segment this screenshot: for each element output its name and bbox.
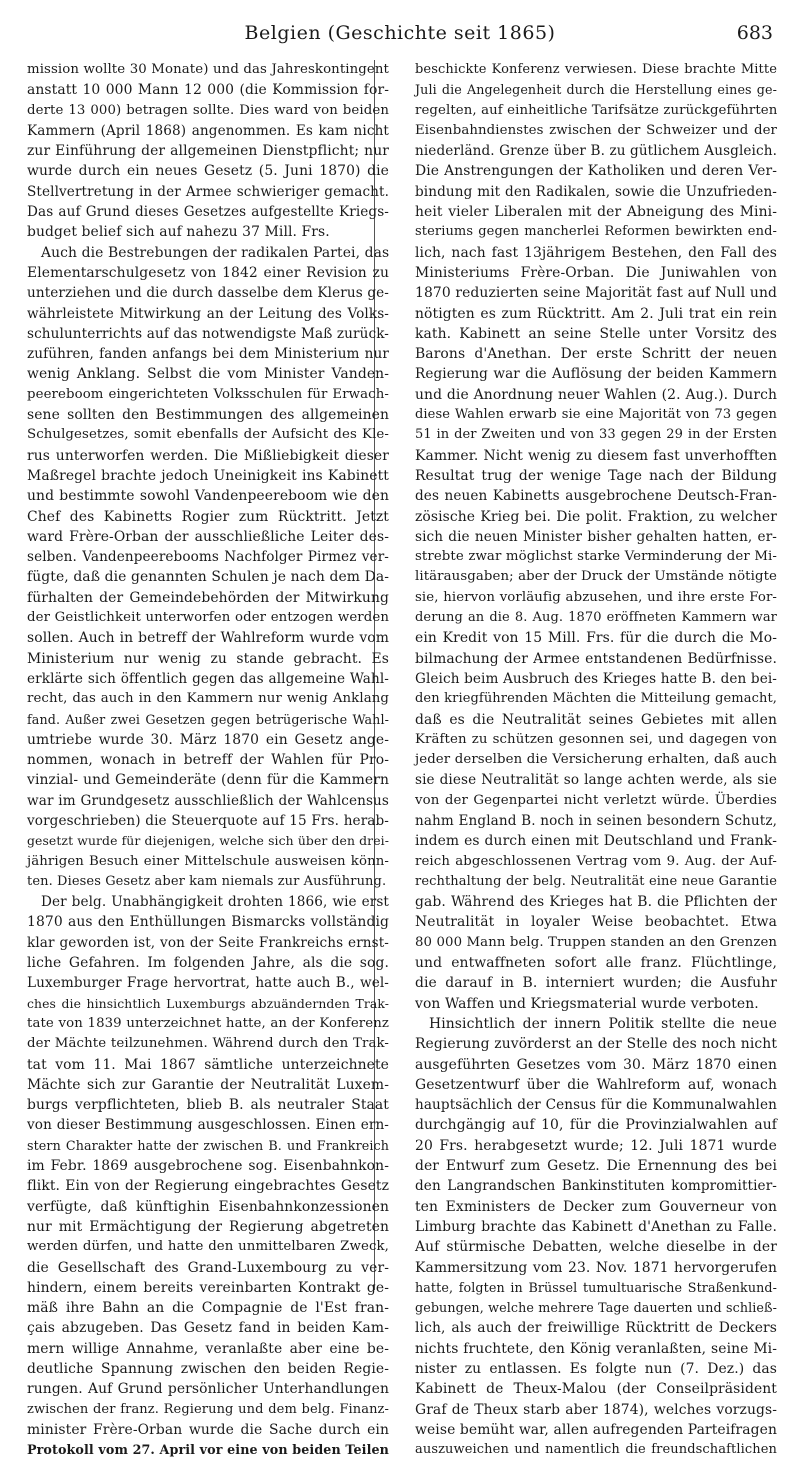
text-line: mern willige Annahme, veranlaßte aber eine be- <box>27 1340 389 1357</box>
text-line: zwischen der franz. Regierung und dem belg. Finanz- <box>27 1401 389 1417</box>
text-line: jährigen Besuch einer Mittelschule ausweisen könn- <box>27 853 389 869</box>
text-line: Luxemburger Frage hervortrat, hatte auch B., wel- <box>27 975 389 992</box>
text-line: erklärte sich öffentlich gegen das allgemeine Wahl- <box>27 670 389 687</box>
text-line: Der belg. Unabhängigkeit drohten 1866, wie erst <box>41 894 389 911</box>
text-line: durchgängig auf 10, für die Provinzialwahlen auf <box>415 1117 777 1134</box>
text-line: wurde durch ein neues Gesetz (5. Juni 1870) die <box>27 163 389 180</box>
text-line: Barons d'Anethan. Der erste Schritt der neuen <box>415 346 777 363</box>
text-line: reich abgeschlossenen Vertrag vom 9. Aug. der Auf- <box>415 853 777 869</box>
text-line: Kräften zu schützen gesonnen sei, und dagegen von <box>415 731 777 747</box>
text-line: fügte, daß die genannten Schulen je nach dem Da- <box>27 569 389 586</box>
text-line: zur Einführung der allgemeinen Dienstpflicht; nur <box>27 143 389 160</box>
text-line: çais abzugeben. Das Gesetz fand in beiden Kam- <box>27 1320 389 1337</box>
text-line: derte 13 000) betragen sollte. Dies ward von beiden <box>27 102 389 118</box>
text-line: mission wollte 30 Monate) und das Jahreskontingent <box>27 62 389 77</box>
text-line: recht, das auch in den Kammern nur wenig Anklang <box>27 691 389 707</box>
text-line: Stellvertretung in der Armee schwieriger gemacht. <box>27 183 389 200</box>
text-line: nur mit Ermächtigung der Regierung abgetreten <box>27 1218 389 1235</box>
text-line: Kammersitzung vom 23. Nov. 1871 hervorgerufen <box>415 1259 777 1276</box>
text-line: selben. Vandenpeerebooms Nachfolger Pirmez ver- <box>27 549 389 566</box>
text-line: Kammern (April 1868) angenommen. Es kam nicht <box>27 122 389 139</box>
text-line: bindung mit den Radikalen, sowie die Unzufrieden- <box>415 183 777 200</box>
text-line: sie, hiervon vorläufig abzusehen, und ihre erste For- <box>415 589 777 605</box>
text-line: war im Grundgesetz ausschließlich der Wahlcensus <box>27 792 389 809</box>
text-line: und entwaffneten sofort alle franz. Flüchtlinge, <box>415 955 777 972</box>
text-line: flikt. Ein von der Regierung eingebrachtes Gesetz <box>27 1178 389 1195</box>
text-line: 1870 reduzierten seine Majorität fast auf Null und <box>415 285 777 302</box>
text-line: Protokoll vom 27. April vor eine von beiden Teilen <box>27 1442 389 1458</box>
text-line: lich, nach fast 13jährigem Bestehen, den Fall des <box>415 244 777 261</box>
text-line: vorgeschrieben) die Steuerquote auf 15 Frs. herab- <box>27 812 389 829</box>
text-line: Auf stürmische Debatten, welche dieselbe in der <box>415 1239 777 1256</box>
text-line: rechthaltung der belg. Neutralität eine neue Garantie <box>415 873 777 889</box>
text-line: niederländ. Grenze über B. zu gütlichem Ausgleich. <box>415 143 777 160</box>
text-line: Auch die Bestrebungen der radikalen Partei, das <box>41 244 390 261</box>
text-line: Elementarschulgesetz von 1842 einer Revision zu <box>27 264 389 281</box>
text-line: daß es die Neutralität seines Gebietes mit allen <box>415 711 777 728</box>
text-line: Ministerium nur wenig zu stande gebracht. Es <box>27 650 389 667</box>
text-line: umtriebe wurde 30. März 1870 ein Gesetz ange- <box>27 731 389 748</box>
text-line: auszuweichen und namentlich die freundschaftlichen <box>415 1442 777 1458</box>
text-line: hindern, einem bereits vereinbarten Kontrakt ge- <box>27 1279 389 1296</box>
text-line: deutliche Spannung zwischen den beiden Regie- <box>27 1361 389 1377</box>
text-line: werden dürfen, und hatte den unmittelbaren Zweck, <box>27 1239 389 1255</box>
text-line: Ministeriums Frère-Orban. Die Juniwahlen von <box>415 264 777 281</box>
text-line: Resultat trug der wenige Tage nach der Bildung <box>415 467 777 484</box>
text-line: Gesetzentwurf über die Wahlreform auf, wonach <box>415 1076 777 1093</box>
text-line: nister zu entlassen. Es folgte nun (7. Dez.) das <box>415 1361 777 1377</box>
text-line: unterziehen und die durch dasselbe dem Klerus ge- <box>27 285 389 302</box>
text-line: währleistete Mitwirkung an der Leitung des Volks- <box>27 305 389 322</box>
text-line: zuführen, fanden anfangs bei dem Ministerium nur <box>27 346 389 363</box>
text-line: gesetzt wurde für diejenigen, welche sich über den drei- <box>27 833 389 849</box>
text-line: Das auf Grund dieses Gesetzes aufgestellte Kriegs- <box>27 204 389 221</box>
text-line: budget belief sich auf nahezu 37 Mill. Frs. <box>27 224 330 241</box>
text-line: Schulgesetzes, somit ebenfalls der Aufsicht des Kle- <box>27 427 389 443</box>
text-line: ward Frère-Orban der ausschließliche Leiter des- <box>27 528 389 545</box>
text-line: indem es durch einen mit Deutschland und Frank- <box>415 833 777 850</box>
text-line: steriums gegen mancherlei Reformen bewirkten end- <box>415 224 777 240</box>
text-line: gab. Während des Krieges hat B. die Pflichten der <box>415 894 777 911</box>
text-line: sich die neuen Minister bisher gehalten hatten, er- <box>415 528 777 545</box>
text-line: nötigten es zum Rücktritt. Am 2. Juli trat ein rein <box>415 305 777 322</box>
text-line: verfügte, daß künftighin Eisenbahnkonzessionen <box>27 1198 389 1215</box>
text-line: tate von 1839 unterzeichnet hatte, an der Konferenz <box>27 1015 389 1031</box>
text-line: ein Kredit von 15 Mill. Frs. für die durch die Mo- <box>415 630 777 647</box>
text-line: rus unterworfen werden. Die Mißliebigkeit dieser <box>27 447 389 464</box>
running-title: Belgien (Geschichte seit 1865) <box>244 22 556 44</box>
left-column <box>27 60 390 1458</box>
text-line: Hinsichtlich der innern Politik stellte die neue <box>429 1015 777 1032</box>
text-line: Neutralität in loyaler Weise beobachtet. Etwa <box>415 914 777 931</box>
text-line: Die Anstrengungen der Katholiken und deren Ver- <box>415 163 777 180</box>
text-line: von der Gegenpartei nicht verletzt würde. Überdies <box>415 792 777 808</box>
text-line: rungen. Auf Grund persönlicher Unterhandlungen <box>27 1381 389 1398</box>
text-line: Eisenbahndienstes zwischen der Schweizer und der <box>415 122 777 138</box>
text-line: weise bemüht war, allen aufregenden Parteifragen <box>415 1421 777 1438</box>
text-line: den kriegführenden Mächten die Mitteilung gemacht, <box>415 691 777 707</box>
text-line: ausgeführten Gesetzes vom 30. März 1870 einen <box>415 1056 777 1073</box>
text-line: 51 in der Zweiten und von 33 gegen 29 in der Ersten <box>415 427 777 443</box>
text-line: und bestimmte sowohl Vandenpeereboom wie den <box>27 488 389 505</box>
text-line: regelten, auf einheitliche Tarifsätze zurückgeführten <box>415 102 778 118</box>
text-line: der Mächte teilzunehmen. Während durch den Trak- <box>27 1036 389 1052</box>
text-line: sie diese Neutralität so lange achten werde, als sie <box>415 772 777 789</box>
text-line: heit vieler Liberalen mit der Abneigung des Mini- <box>415 204 777 221</box>
text-line: die Gesellschaft des Grand-Luxembourg zu ver- <box>27 1259 389 1276</box>
text-line: den Langrandschen Bankinstituten kompromittier- <box>415 1178 777 1195</box>
text-line: beschickte Konferenz verwiesen. Diese brachte Mitte <box>415 62 777 77</box>
text-line: ten Exministers de Decker zum Gouverneur von <box>415 1198 777 1215</box>
text-line: Chef des Kabinetts Rogier zum Rücktritt. Jetzt <box>27 508 389 525</box>
text-line: Juli die Angelegenheit durch die Herstellung eines ge- <box>415 82 777 98</box>
text-line: von Waffen und Kriegsmaterial wurde verboten. <box>415 995 759 1012</box>
page-number: 683 <box>736 22 773 44</box>
text-line: tat vom 11. Mai 1867 sämtliche unterzeichnete <box>27 1056 389 1073</box>
text-line: fürhalten der Gemeindebehörden der Mitwirkung <box>27 589 389 606</box>
text-line: zösische Krieg bei. Die polit. Fraktion, zu welcher <box>415 508 777 525</box>
text-line: Mächte sich zur Garantie der Neutralität Luxem- <box>27 1076 389 1093</box>
text-line: diese Wahlen erwarb sie eine Majorität von 73 gegen <box>415 407 777 423</box>
text-line: 1870 aus den Enthüllungen Bismarcks vollständig <box>27 914 389 931</box>
text-line: jeder derselben die Versicherung erhalten, daß auch <box>415 752 777 768</box>
page-header <box>0 22 800 52</box>
text-line: klar geworden ist, von der Seite Frankreichs ernst- <box>27 934 389 951</box>
text-line: ches die hinsichtlich Luxemburgs abzuändernden Trak- <box>27 995 389 1011</box>
text-line: peereboom eingerichteten Volksschulen für Erwach- <box>27 386 389 402</box>
text-line: nahm England B. noch in seinen besondern Schutz, <box>415 812 777 829</box>
text-line: Limburg brachte das Kabinett d'Anethan zu Falle. <box>415 1218 777 1235</box>
text-line: der Geistlichkeit unterworfen oder entzogen werden <box>27 610 389 626</box>
text-line: von dieser Bestimmung ausgeschlossen. Einen ern- <box>27 1117 389 1134</box>
text-line: ten. Dieses Gesetz aber kam niemals zur Ausführung. <box>27 873 387 889</box>
text-line: burgs verpflichteten, blieb B. als neutraler Staat <box>27 1097 389 1114</box>
text-line: mäß ihre Bahn an die Compagnie de l'Est fran- <box>27 1300 389 1317</box>
text-line: anstatt 10 000 Mann 12 000 (die Kommission for- <box>27 82 389 99</box>
text-line: lich, als auch der freiwillige Rücktritt de Deckers <box>415 1320 777 1337</box>
text-line: derung an die 8. Aug. 1870 eröffneten Kammern war <box>415 610 777 626</box>
text-line: die darauf in B. interniert wurden; die Ausfuhr <box>415 975 777 992</box>
text-line: Regierung zuvörderst an der Stelle des noch nicht <box>415 1036 777 1053</box>
text-line: stern Charakter hatte der zwischen B. und Frankreich <box>27 1137 389 1153</box>
text-line: nommen, wonach in betreff der Wahlen für Pro- <box>27 752 389 769</box>
text-line: hatte, folgten in Brüssel tumultuarische Straßenkund- <box>415 1279 777 1295</box>
text-line: Kabinett de Theux-Malou (der Conseilpräsident <box>415 1381 777 1398</box>
text-line: kath. Kabinett an seine Stelle unter Vorsitz des <box>415 325 777 342</box>
text-line: wenig Anklang. Selbst die vom Minister Vanden- <box>27 366 389 383</box>
right-column <box>415 60 778 1458</box>
text-line: vinzial- und Gemeinderäte (denn für die Kammern <box>27 772 389 789</box>
text-line: 80 000 Mann belg. Truppen standen an den Grenzen <box>415 934 778 950</box>
text-line: des neuen Kabinetts ausgebrochene Deutsch-Fran- <box>415 488 777 505</box>
text-line: der Entwurf zum Gesetz. Die Ernennung des bei <box>415 1158 777 1175</box>
text-line: sollen. Auch in betreff der Wahlreform wurde vom <box>27 630 389 647</box>
text-line: nichts fruchtete, den König veranlaßten, seine Mi- <box>415 1340 777 1357</box>
text-line: 20 Frs. herabgesetzt wurde; 12. Juli 1871 wurde <box>415 1137 777 1154</box>
text-line: gebungen, welche mehrere Tage dauerten und schließ- <box>415 1300 777 1316</box>
text-line: fand. Außer zwei Gesetzen gegen betrügerische Wahl- <box>27 711 389 727</box>
text-line: Gleich beim Ausbruch des Krieges hatte B. den bei- <box>415 670 777 687</box>
text-line: Graf de Theux starb aber 1874), welches vorzugs- <box>415 1401 777 1418</box>
text-columns <box>27 60 778 1458</box>
text-line: Regierung war die Auflösung der beiden Kammern <box>415 366 777 383</box>
text-line: minister Frère-Orban wurde die Sache durch ein <box>27 1421 389 1438</box>
text-line: sene sollten den Bestimmungen des allgemeinen <box>27 407 389 424</box>
text-line: Maßregel brachte jedoch Uneinigkeit ins Kabinett <box>27 467 389 484</box>
text-line: bilmachung der Armee entstandenen Bedürfnisse. <box>415 650 777 667</box>
text-line: Kammer. Nicht wenig zu diesem fast unverhofften <box>415 447 777 464</box>
text-line: strebte zwar möglichst starke Verminderung der Mi- <box>415 549 777 565</box>
text-line: litärausgaben; aber der Druck der Umstände nötigte <box>415 569 777 585</box>
text-line: schulunterrichts auf das notwendigste Maß zurück- <box>27 325 389 342</box>
text-line: hauptsächlich der Census für die Kommunalwahlen <box>415 1097 777 1114</box>
text-line: und die Anordnung neuer Wahlen (2. Aug.). Durch <box>415 386 777 403</box>
text-line: im Febr. 1869 ausgebrochene sog. Eisenbahnkon- <box>27 1158 389 1175</box>
text-line: liche Gefahren. Im folgenden Jahre, als die sog. <box>27 955 389 972</box>
